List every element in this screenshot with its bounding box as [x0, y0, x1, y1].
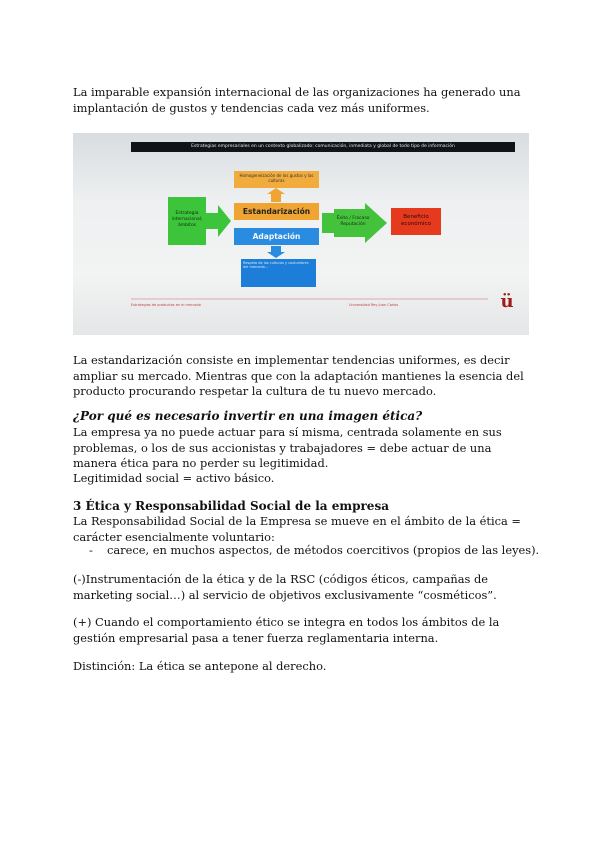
slide-left-box: Estrategia internacional, ámbitos — [168, 197, 206, 245]
slide-bottom-box: Respeto de las culturas y costumbres del mercado... — [241, 259, 316, 287]
slide-estandarizacion-box: Estandarización — [234, 203, 319, 220]
heading-etica-rse: 3 Ética y Responsabilidad Social de la empresa — [73, 499, 389, 513]
slide-middle-box: Éxito / Fracaso Reputación — [334, 209, 372, 237]
rse-paragraph: La Responsabilidad Social de la Empresa se mueve en el ámbito de la ética = carácter esencialmente voluntario: — [73, 514, 521, 544]
slide-top-box: Homogeneización de los gustos y las culturas — [234, 171, 319, 188]
arrow-left-icon — [206, 205, 231, 237]
slide-right-box: Beneficio económico — [391, 208, 441, 235]
estandarizacion-paragraph: La estandarización consiste en implementar tendencias uniformes, es decir ampliar su mercado. Mientras que con la adaptación mantienes la esencia del producto procurando respetar la cultura de tu nuevo mercado. — [73, 353, 524, 398]
arrow-up-icon — [267, 188, 285, 202]
negativo-paragraph: (-)Instrumentación de la ética y de la RSC (códigos éticos, campañas de marketing social…) al servicio de objetivos exclusivamente “cosméticos”. — [73, 572, 497, 602]
intro-paragraph: La imparable expansión internacional de las organizaciones ha generado una implantación de gustos y tendencias cada vez más uniformes. — [73, 85, 521, 115]
slide-footer-right: Universidad Rey Juan Carlos — [349, 303, 399, 307]
arrow-down-icon — [267, 246, 285, 258]
legitimidad-paragraph: Legitimidad social = activo básico. — [73, 471, 275, 485]
positivo-paragraph: (+) Cuando el comportamiento ético se integra en todos los ámbitos de la gestión empresarial pasa a tener fuerza reglamentaria interna. — [73, 615, 500, 645]
bullet-text: carece, en muchos aspectos, de métodos coercitivos (propios de las leyes). — [107, 543, 540, 557]
distincion-paragraph: Distinción: La ética se antepone al derecho. — [73, 659, 327, 673]
slide-adaptacion-box: Adaptación — [234, 228, 319, 245]
slide-footer-left: Estrategias de productos en el mercado — [131, 303, 201, 307]
slide-photo — [73, 133, 529, 335]
heading-imagen-etica: ¿Por qué es necesario invertir en una imagen ética? — [73, 409, 423, 423]
bullet-dash: - — [89, 543, 93, 557]
university-logo: ü — [500, 291, 514, 312]
empresa-paragraph: La empresa ya no puede actuar para sí misma, centrada solamente en sus problemas, o los de sus accionistas y trabajadores = debe actuar de una manera ética para no perder su legitimidad. — [73, 425, 502, 470]
slide-header-bar: Estrategias empresariales en un contexto globalizado: comunicación, inmediata y global de todo tipo de información — [131, 142, 515, 152]
